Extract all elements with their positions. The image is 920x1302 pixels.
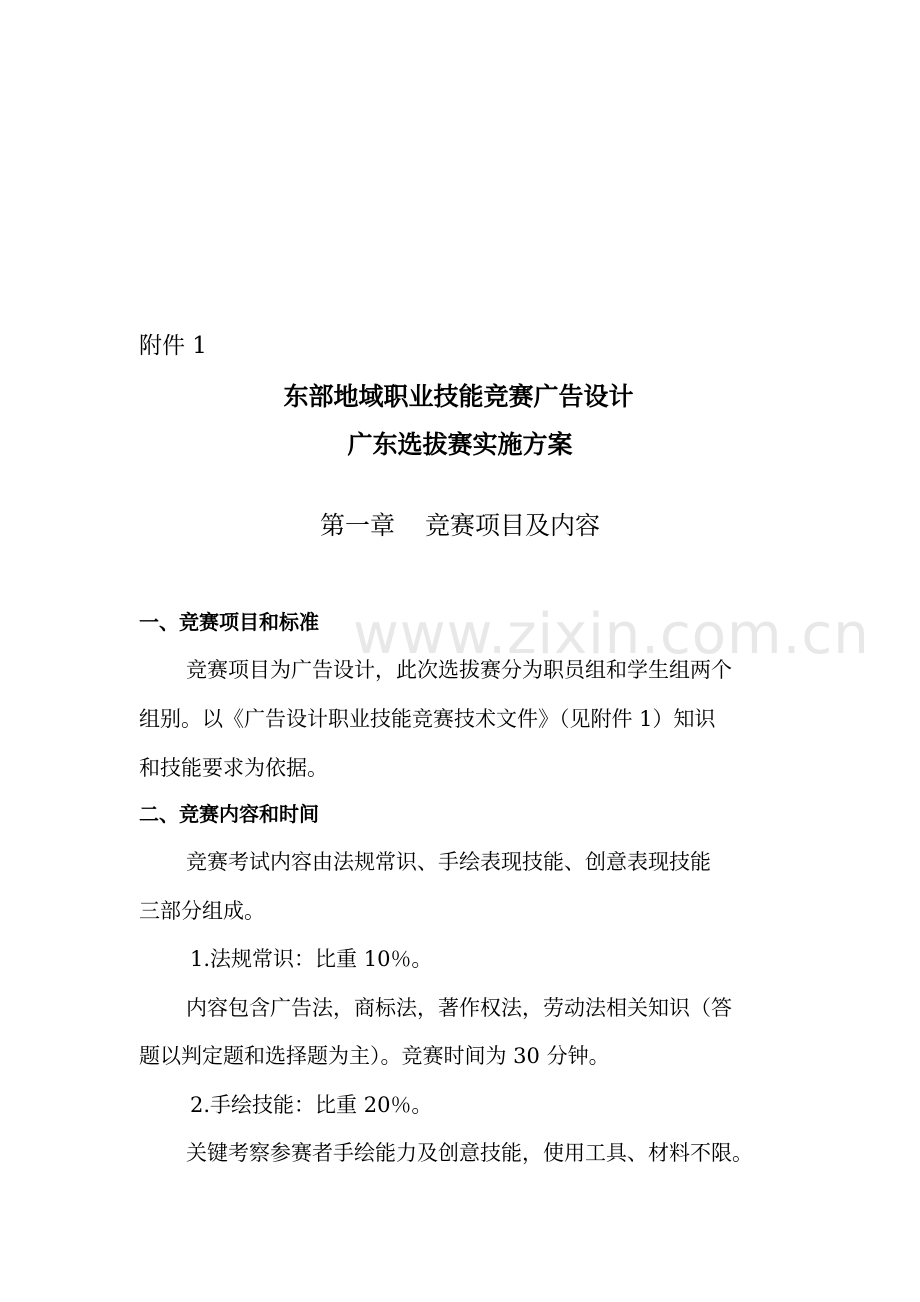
attachment-label: 附件 1 — [139, 333, 207, 359]
chapter-number: 第一章 — [319, 511, 395, 540]
document-title-line-1: 东部地域职业技能竞赛广告设计 — [283, 382, 634, 411]
section-2-paragraph-line: 关键考察参赛者手绘能力及创意技能，使用工具、材料不限。 — [186, 1141, 753, 1165]
section-1-paragraph-line: 和技能要求为依据。 — [139, 756, 328, 780]
section-2-paragraph-line: 竞赛考试内容由法规常识、手绘表现技能、创意表现技能 — [186, 850, 711, 874]
list-item-regulations: 1.法规常识：比重 10％。 — [190, 947, 433, 971]
chapter-heading — [0, 510, 920, 542]
section-2-paragraph-line: 三部分组成。 — [139, 899, 265, 923]
chapter-name: 竞赛项目及内容 — [425, 511, 601, 540]
watermark: www.zixin.com.cn — [353, 602, 870, 667]
list-item-hand-drawing: 2.手绘技能：比重 20％。 — [190, 1093, 433, 1117]
section-1-paragraph-line: 竞赛项目为广告设计，此次选拔赛分为职员组和学生组两个 — [186, 658, 732, 682]
document-title-line-2: 广东选拔赛实施方案 — [347, 430, 573, 459]
section-heading-1: 一、竞赛项目和标准 — [139, 610, 319, 634]
section-heading-2: 二、竞赛内容和时间 — [139, 802, 319, 826]
section-1-paragraph-line: 组别。以《广告设计职业技能竞赛技术文件》（见附件 1）知识 — [139, 707, 716, 731]
section-2-paragraph-line: 内容包含广告法，商标法，著作权法，劳动法相关知识（答 — [186, 996, 732, 1020]
section-2-paragraph-line: 题以判定题和选择题为主）。竞赛时间为 30 分钟。 — [139, 1044, 610, 1068]
